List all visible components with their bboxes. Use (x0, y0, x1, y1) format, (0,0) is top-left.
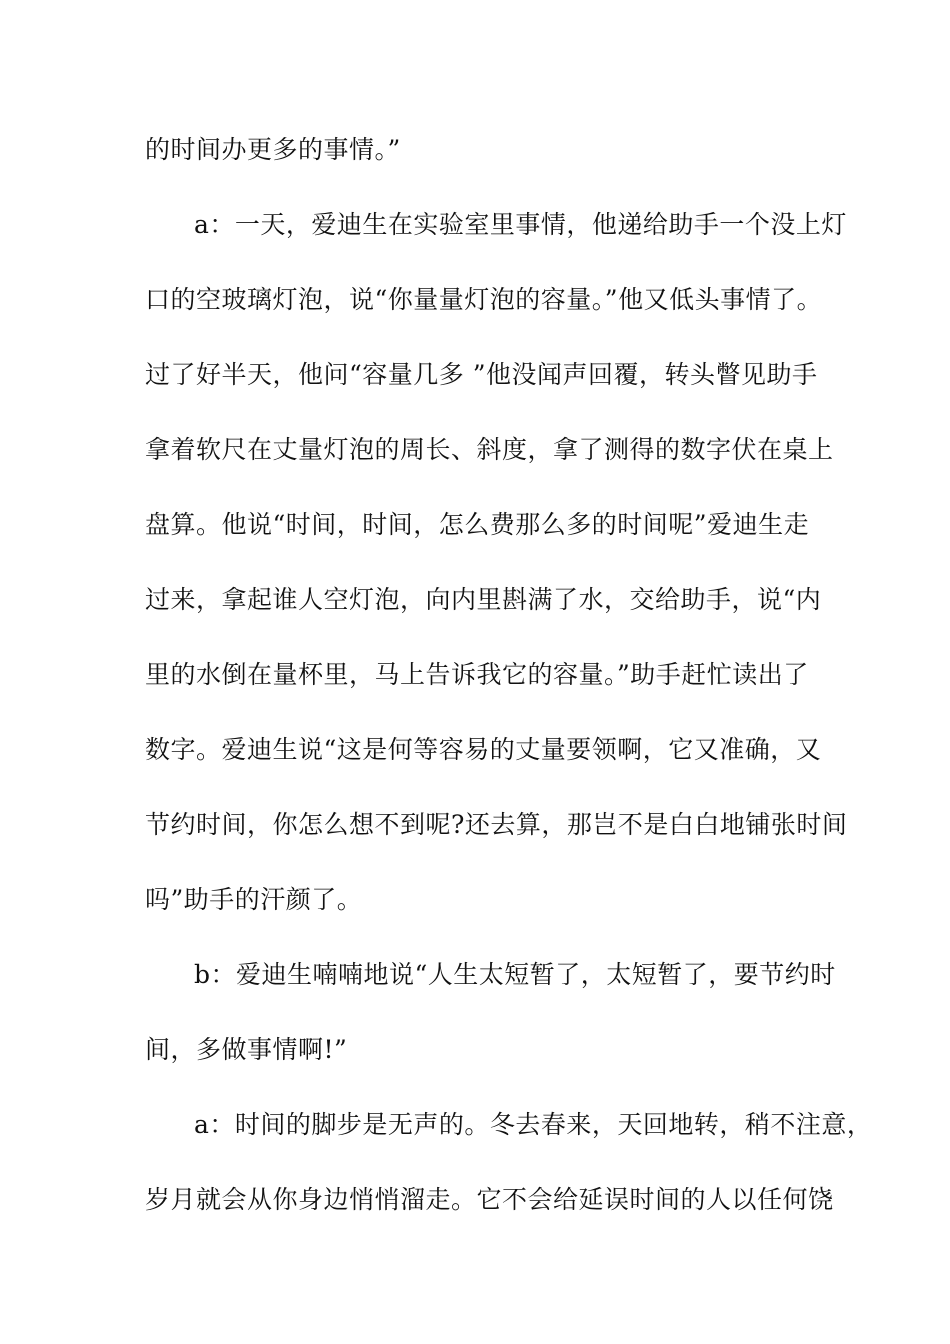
text-line-7: 过来，拿起谁人空灯泡，向内里斟满了水，交给助手，说“内 (145, 585, 822, 614)
text-line-15: 岁月就会从你身边悄悄溜走。它不会给延误时间的人以任何饶 (145, 1185, 834, 1214)
text-line-5: 拿着软尺在丈量灯泡的周长、斜度，拿了测得的数字伏在桌上 (145, 435, 834, 464)
text-line-4: 过了好半天，他问“容量几多 ”他没闻声回覆，转头瞥见助手 (145, 360, 818, 389)
text-line-8: 里的水倒在量杯里，马上告诉我它的容量。”助手赶忙读出了 (145, 660, 809, 689)
text-line-12: b：爱迪生喃喃地说“人生太短暂了，太短暂了，要节约时 (194, 960, 836, 989)
text-line-9: 数字。爱迪生说“这是何等容易的丈量要领啊，它又准确，又 (145, 735, 822, 764)
text-line-13: 间，多做事情啊!” (145, 1035, 348, 1064)
text-line-11: 吗”助手的汗颜了。 (145, 885, 363, 914)
text-line-6: 盘算。他说“时间，时间，怎么费那么多的时间呢”爱迪生走 (145, 510, 810, 539)
text-line-2: a：一天，爱迪生在实验室里事情，他递给助手一个没上灯 (194, 210, 847, 239)
text-line-14: a：时间的脚步是无声的。冬去春来，天回地转，稍不注意， (194, 1110, 873, 1139)
text-line-10: 节约时间，你怎么想不到呢?还去算，那岂不是白白地铺张时间 (145, 810, 848, 839)
text-line-1: 的时间办更多的事情。” (145, 135, 401, 164)
text-line-3: 口的空玻璃灯泡，说“你量量灯泡的容量。”他又低头事情了。 (145, 285, 823, 314)
